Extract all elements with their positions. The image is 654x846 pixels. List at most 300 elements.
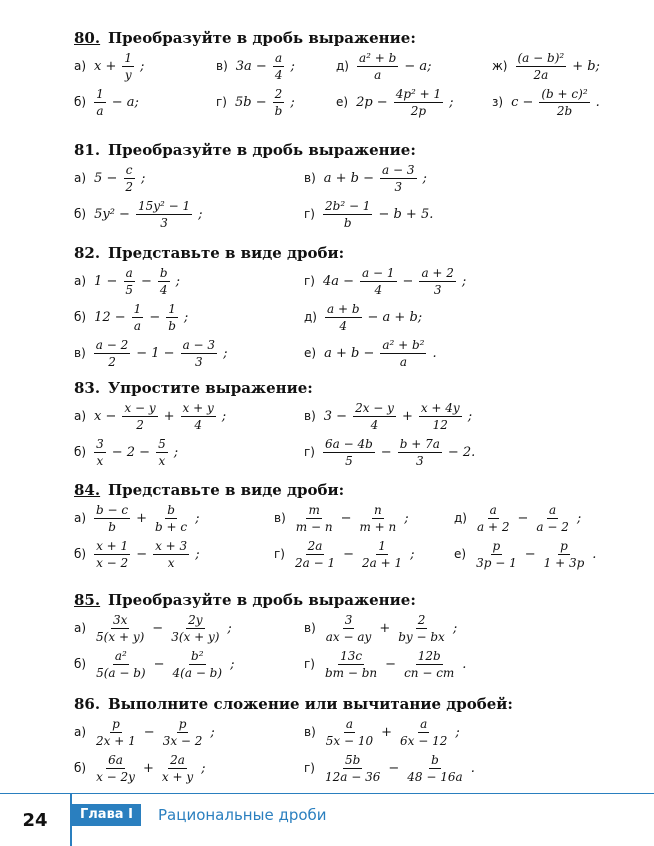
fraction-numerator: 4p² + 1 bbox=[395, 86, 442, 101]
fraction-denominator: b bbox=[343, 215, 352, 230]
math-term: − bbox=[402, 273, 414, 289]
task-item bbox=[304, 434, 478, 470]
fraction bbox=[323, 649, 379, 680]
math-term: ; bbox=[230, 656, 235, 672]
task-label: г) bbox=[304, 207, 315, 221]
math-term: − bbox=[385, 656, 397, 672]
fraction bbox=[323, 199, 372, 230]
fraction-denominator: 2b bbox=[556, 103, 573, 118]
fraction-denominator: 4 bbox=[159, 282, 168, 297]
task-item bbox=[74, 646, 237, 682]
fraction bbox=[94, 753, 137, 784]
math-term: + bbox=[381, 724, 393, 740]
fraction-numerator: 6a bbox=[108, 752, 123, 767]
task-item bbox=[492, 84, 603, 120]
fraction-denominator: y bbox=[124, 67, 132, 82]
math-term: − bbox=[343, 546, 355, 562]
fraction bbox=[398, 717, 449, 748]
fraction-numerator: 2a bbox=[170, 752, 185, 767]
task-item bbox=[304, 610, 460, 646]
exercise-header bbox=[74, 480, 630, 500]
fraction-denominator: m − n bbox=[295, 519, 333, 534]
task-item bbox=[216, 48, 298, 84]
fraction-numerator: 2a bbox=[307, 538, 323, 553]
math-term: − bbox=[388, 760, 400, 776]
fraction bbox=[357, 503, 398, 534]
math-term: − bbox=[140, 273, 152, 289]
fraction-denominator: b bbox=[168, 318, 176, 333]
task-label: ж) bbox=[492, 59, 508, 73]
math-term: − b + 5. bbox=[378, 206, 434, 222]
task-label: а) bbox=[74, 621, 87, 635]
fraction-denominator: 3 bbox=[415, 453, 424, 468]
math-term: ; bbox=[140, 58, 145, 74]
fraction bbox=[293, 539, 337, 570]
fraction-denominator: 5 bbox=[345, 453, 353, 468]
math-term: − 1 − bbox=[136, 345, 175, 361]
task-label: в) bbox=[274, 511, 286, 525]
fraction bbox=[294, 503, 335, 534]
task-label: а) bbox=[74, 409, 87, 423]
math-term: + bbox=[379, 620, 391, 636]
math-term: − 2 − bbox=[111, 444, 151, 460]
math-term: − a + b; bbox=[367, 309, 423, 325]
fraction-denominator: 5x − 10 bbox=[325, 733, 374, 748]
fraction-numerator: x + 1 bbox=[96, 538, 129, 553]
task-row bbox=[74, 335, 630, 371]
task-item bbox=[454, 536, 599, 572]
math-term: − a; bbox=[111, 94, 139, 110]
fraction bbox=[273, 51, 285, 82]
fraction-numerator: 2b² − 1 bbox=[325, 198, 371, 213]
fraction bbox=[94, 649, 148, 680]
fraction-denominator: 3p − 1 bbox=[476, 555, 517, 570]
task-item bbox=[74, 536, 203, 572]
task-label: б) bbox=[74, 761, 87, 775]
fraction-numerator: p bbox=[492, 538, 501, 553]
math-term: ; bbox=[404, 510, 409, 526]
fraction-numerator: 2 bbox=[417, 612, 426, 627]
task-label: б) bbox=[74, 657, 87, 671]
task-row bbox=[74, 536, 630, 572]
fraction-numerator: m bbox=[308, 502, 320, 517]
exercise-80 bbox=[74, 28, 630, 120]
fraction bbox=[398, 437, 442, 468]
math-term: − bbox=[152, 620, 164, 636]
fraction-denominator: 4 bbox=[194, 417, 202, 432]
math-term: x + bbox=[94, 58, 117, 74]
task-label: в) bbox=[304, 725, 316, 739]
fraction bbox=[153, 503, 189, 534]
fraction-denominator: by − bx bbox=[398, 629, 445, 644]
math-term: ; bbox=[195, 546, 200, 562]
exercise-number: 84. bbox=[74, 481, 101, 499]
fraction bbox=[122, 401, 157, 432]
exercise-number: 86. bbox=[74, 695, 101, 713]
task-item bbox=[304, 196, 436, 232]
footer-divider bbox=[0, 793, 654, 794]
math-term: ; bbox=[449, 94, 454, 110]
fraction bbox=[323, 753, 382, 784]
fraction bbox=[181, 338, 217, 369]
fraction-numerator: 2y bbox=[188, 612, 203, 627]
math-term: − bbox=[524, 546, 536, 562]
fraction-numerator: b bbox=[159, 265, 168, 280]
fraction bbox=[360, 266, 396, 297]
math-term: ; bbox=[227, 620, 232, 636]
fraction bbox=[122, 51, 134, 82]
task-item bbox=[74, 750, 209, 786]
fraction-numerator: p bbox=[178, 716, 187, 731]
fraction-denominator: a bbox=[133, 318, 142, 333]
exercise-header bbox=[74, 243, 630, 263]
math-term: ; bbox=[223, 345, 228, 361]
task-label: г) bbox=[304, 761, 315, 775]
exercise-title: Упростите выражение: bbox=[108, 379, 313, 397]
math-term: ; bbox=[290, 58, 295, 74]
exercise-86 bbox=[74, 694, 630, 786]
fraction bbox=[380, 338, 426, 369]
task-label: в) bbox=[216, 59, 228, 73]
fraction bbox=[542, 539, 587, 570]
task-item bbox=[274, 536, 418, 572]
math-term: . bbox=[432, 345, 437, 361]
task-label: а) bbox=[74, 171, 87, 185]
fraction-numerator: b bbox=[167, 502, 175, 517]
exercise-number: 80. bbox=[74, 29, 101, 47]
fraction-numerator: a − 3 bbox=[382, 162, 415, 177]
math-term: a + b − bbox=[324, 345, 375, 361]
math-term: ; bbox=[183, 309, 189, 325]
fraction-numerator: 1 bbox=[133, 301, 142, 316]
fraction-denominator: 3 bbox=[160, 215, 168, 230]
task-item bbox=[74, 500, 203, 536]
fraction-denominator: 4(a − b) bbox=[172, 665, 223, 680]
exercise-title: Представьте в виде дроби: bbox=[108, 481, 345, 499]
fraction-denominator: 48 − 16a bbox=[407, 769, 463, 784]
math-term: 1 − bbox=[94, 273, 118, 289]
fraction-denominator: bm − bn bbox=[325, 665, 378, 680]
task-item bbox=[74, 84, 142, 120]
exercise-85 bbox=[74, 590, 630, 682]
fraction bbox=[402, 649, 456, 680]
fraction-denominator: 2 bbox=[125, 179, 133, 194]
chapter-title: Рациональные дроби bbox=[158, 806, 327, 824]
task-row bbox=[74, 646, 630, 682]
page-number: 24 bbox=[0, 794, 72, 846]
task-row bbox=[74, 434, 630, 470]
task-item bbox=[74, 48, 147, 84]
fraction-denominator: 5(x + y) bbox=[96, 629, 145, 644]
fraction bbox=[161, 717, 205, 748]
fraction-numerator: a + b bbox=[326, 301, 360, 316]
math-term: ; bbox=[210, 724, 215, 740]
task-row bbox=[74, 263, 630, 299]
task-label: г) bbox=[216, 95, 227, 109]
fraction-denominator: cn − cm bbox=[404, 665, 455, 680]
fraction-denominator: 4 bbox=[370, 417, 379, 432]
fraction-numerator: a bbox=[275, 50, 283, 65]
fraction-denominator: 3 bbox=[433, 282, 442, 297]
math-term: ; bbox=[461, 273, 467, 289]
fraction-numerator: 1 bbox=[168, 301, 176, 316]
fraction-denominator: 1 + 3p bbox=[543, 555, 585, 570]
fraction-denominator: x + y bbox=[161, 769, 194, 784]
task-item bbox=[74, 299, 191, 335]
exercise-81 bbox=[74, 140, 630, 232]
math-term: ; bbox=[422, 170, 427, 186]
fraction bbox=[169, 613, 221, 644]
fraction bbox=[94, 503, 130, 534]
fraction-numerator: 2x − y bbox=[355, 400, 394, 415]
math-term: + b; bbox=[572, 58, 600, 74]
task-item bbox=[304, 263, 469, 299]
exercise-82 bbox=[74, 243, 630, 371]
task-label: а) bbox=[74, 725, 87, 739]
fraction-numerator: c bbox=[125, 162, 133, 177]
task-item bbox=[74, 263, 183, 299]
fraction-numerator: x + y bbox=[182, 400, 214, 415]
task-label: г) bbox=[304, 445, 315, 459]
fraction-numerator: 3 bbox=[344, 612, 353, 627]
task-row bbox=[74, 196, 630, 232]
fraction-numerator: 1 bbox=[124, 50, 133, 65]
task-item bbox=[74, 160, 148, 196]
task-label: в) bbox=[74, 346, 86, 360]
exercise-title: Выполните сложение или вычитание дробей: bbox=[108, 695, 513, 713]
task-item bbox=[274, 500, 412, 536]
fraction-denominator: 3(x + y) bbox=[171, 629, 220, 644]
math-term: ; bbox=[455, 724, 460, 740]
fraction-numerator: 5 bbox=[158, 436, 166, 451]
fraction-numerator: a − 1 bbox=[362, 265, 395, 280]
task-item bbox=[304, 160, 430, 196]
task-item bbox=[492, 48, 603, 84]
math-term: + bbox=[142, 760, 154, 776]
fraction-numerator: 3x bbox=[112, 612, 128, 627]
fraction-denominator: 2p bbox=[410, 103, 427, 118]
fraction-denominator: 3 bbox=[394, 179, 403, 194]
math-term: 2p − bbox=[356, 94, 388, 110]
math-term: ; bbox=[221, 408, 227, 424]
task-label: е) bbox=[336, 95, 349, 109]
fraction-numerator: a² + b² bbox=[382, 337, 425, 352]
fraction bbox=[171, 649, 225, 680]
task-label: д) bbox=[304, 310, 317, 324]
fraction-denominator: x − 2y bbox=[96, 769, 135, 784]
task-item bbox=[304, 750, 478, 786]
fraction bbox=[419, 266, 455, 297]
fraction bbox=[323, 437, 375, 468]
fraction bbox=[539, 87, 589, 118]
fraction-numerator: 6a − 4b bbox=[325, 436, 373, 451]
fraction-denominator: 2 bbox=[136, 417, 144, 432]
task-item bbox=[74, 398, 229, 434]
exercise-header bbox=[74, 694, 630, 714]
math-term: ; bbox=[201, 760, 206, 776]
fraction bbox=[380, 163, 416, 194]
math-term: x − bbox=[94, 408, 117, 424]
fraction-denominator: b + c bbox=[155, 519, 188, 534]
fraction-denominator: 2 bbox=[108, 354, 116, 369]
task-label: е) bbox=[454, 547, 467, 561]
fraction-numerator: a² bbox=[114, 648, 127, 663]
fraction bbox=[396, 613, 447, 644]
task-item bbox=[74, 610, 235, 646]
task-item bbox=[216, 84, 298, 120]
task-label: а) bbox=[74, 59, 87, 73]
exercise-title: Представьте в виде дроби: bbox=[108, 244, 345, 262]
fraction bbox=[123, 163, 135, 194]
fraction bbox=[158, 266, 170, 297]
math-term: ; bbox=[576, 510, 582, 526]
fraction bbox=[394, 87, 443, 118]
fraction bbox=[324, 717, 375, 748]
task-label: г) bbox=[304, 274, 315, 288]
fraction-denominator: x bbox=[96, 453, 104, 468]
math-term: 5 − bbox=[94, 170, 118, 186]
fraction-denominator: 3x − 2 bbox=[162, 733, 203, 748]
math-term: − bbox=[153, 656, 165, 672]
exercise-header bbox=[74, 590, 630, 610]
fraction-numerator: 1 bbox=[96, 86, 104, 101]
math-term: − a; bbox=[404, 58, 432, 74]
fraction bbox=[166, 302, 178, 333]
fraction-denominator: a bbox=[399, 354, 407, 369]
fraction-numerator: x + 4y bbox=[420, 400, 460, 415]
fraction-denominator: a bbox=[96, 103, 104, 118]
fraction bbox=[273, 87, 285, 118]
task-label: г) bbox=[304, 657, 315, 671]
task-item bbox=[74, 714, 218, 750]
task-item bbox=[454, 500, 584, 536]
task-label: е) bbox=[304, 346, 317, 360]
task-item bbox=[304, 335, 440, 371]
math-term: ; bbox=[195, 510, 200, 526]
fraction-denominator: 6x − 12 bbox=[400, 733, 448, 748]
fraction-denominator: 2x + 1 bbox=[96, 733, 136, 748]
math-term: ; bbox=[198, 206, 203, 222]
math-term: − bbox=[149, 309, 161, 325]
task-label: б) bbox=[74, 547, 87, 561]
task-item bbox=[74, 196, 206, 232]
fraction bbox=[534, 503, 570, 534]
fraction-numerator: a − 3 bbox=[182, 337, 216, 352]
fraction-numerator: x − y bbox=[124, 400, 156, 415]
math-term: − bbox=[380, 444, 392, 460]
task-item bbox=[304, 398, 475, 434]
fraction-numerator: (a − b)² bbox=[517, 50, 565, 65]
fraction bbox=[94, 539, 130, 570]
task-item bbox=[304, 299, 425, 335]
fraction bbox=[360, 539, 404, 570]
fraction bbox=[324, 613, 374, 644]
fraction-denominator: 4 bbox=[339, 318, 348, 333]
exercise-84 bbox=[74, 480, 630, 572]
fraction-numerator: 12b bbox=[417, 648, 441, 663]
task-label: б) bbox=[74, 95, 87, 109]
fraction-numerator: 5b bbox=[345, 752, 361, 767]
math-term: ; bbox=[290, 94, 295, 110]
fraction-denominator: 4 bbox=[374, 282, 383, 297]
exercise-header bbox=[74, 28, 630, 48]
task-row bbox=[74, 160, 630, 196]
exercise-title: Преобразуйте в дробь выражение: bbox=[108, 29, 416, 47]
fraction-denominator: x bbox=[158, 453, 166, 468]
task-item bbox=[336, 48, 434, 84]
math-term: ; bbox=[467, 408, 473, 424]
fraction bbox=[357, 51, 398, 82]
fraction-denominator: x bbox=[167, 555, 175, 570]
fraction bbox=[94, 338, 130, 369]
fraction-denominator: m + n bbox=[359, 519, 397, 534]
fraction-numerator: a + 2 bbox=[421, 265, 454, 280]
math-term: + bbox=[136, 510, 148, 526]
fraction-denominator: b bbox=[274, 103, 283, 118]
task-label: б) bbox=[74, 310, 87, 324]
math-term: c − bbox=[511, 94, 534, 110]
fraction bbox=[474, 539, 519, 570]
task-label: а) bbox=[74, 274, 87, 288]
fraction-numerator: 13c bbox=[340, 648, 363, 663]
task-label: д) bbox=[454, 511, 467, 525]
math-term: 12 − bbox=[94, 309, 126, 325]
fraction bbox=[516, 51, 567, 82]
exercise-header bbox=[74, 140, 630, 160]
fraction-numerator: a bbox=[345, 716, 354, 731]
math-term: − bbox=[340, 510, 352, 526]
fraction-numerator: a bbox=[420, 716, 428, 731]
fraction-numerator: b − c bbox=[96, 502, 129, 517]
math-term: ; bbox=[140, 170, 146, 186]
fraction-numerator: p bbox=[112, 716, 120, 731]
fraction bbox=[94, 87, 106, 118]
math-term: − bbox=[143, 724, 155, 740]
math-term: a + b − bbox=[323, 170, 375, 186]
fraction bbox=[136, 199, 192, 230]
math-term: − bbox=[136, 546, 148, 562]
fraction bbox=[94, 613, 146, 644]
fraction-denominator: a + 2 bbox=[476, 519, 510, 534]
task-item bbox=[336, 84, 457, 120]
fraction-denominator: b bbox=[108, 519, 116, 534]
task-label: в) bbox=[304, 621, 316, 635]
fraction-numerator: p bbox=[560, 538, 568, 553]
exercise-83 bbox=[74, 378, 630, 470]
fraction-denominator: 2a + 1 bbox=[362, 555, 403, 570]
fraction bbox=[153, 539, 189, 570]
fraction bbox=[123, 266, 135, 297]
exercise-number: 82. bbox=[74, 244, 101, 262]
math-term: . bbox=[595, 94, 600, 110]
task-item bbox=[74, 434, 181, 470]
fraction bbox=[94, 717, 138, 748]
fraction-numerator: n bbox=[374, 502, 382, 517]
fraction bbox=[405, 753, 464, 784]
math-term: − bbox=[517, 510, 529, 526]
fraction-denominator: 4 bbox=[274, 67, 283, 82]
task-row bbox=[74, 714, 630, 750]
fraction-numerator: a bbox=[125, 265, 133, 280]
task-label: д) bbox=[336, 59, 349, 73]
task-row bbox=[74, 299, 630, 335]
math-term: − 2. bbox=[447, 444, 476, 460]
exercise-header bbox=[74, 378, 630, 398]
fraction-denominator: a bbox=[374, 67, 382, 82]
exercise-number: 85. bbox=[74, 591, 101, 609]
math-term: + bbox=[163, 408, 175, 424]
fraction bbox=[419, 401, 462, 432]
